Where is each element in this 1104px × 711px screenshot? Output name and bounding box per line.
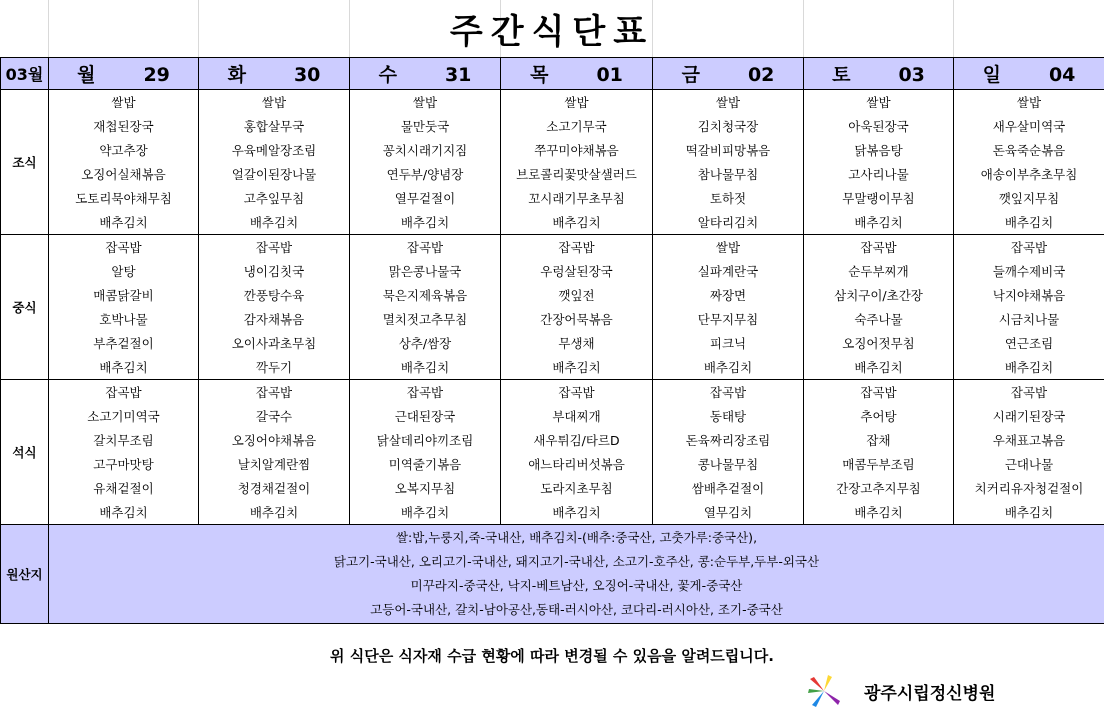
day-header-6: [954, 58, 1104, 90]
logo-ray: [810, 677, 824, 691]
menu-row: [1, 500, 1104, 525]
menu-item: 배추김치: [653, 355, 804, 380]
menu-item: 우렁살된장국: [501, 259, 653, 283]
menu-item: 간장어묵볶음: [501, 307, 653, 331]
menu-item: 배추김치: [350, 210, 501, 235]
menu-item: 잡곡밥: [350, 380, 501, 405]
day-header-3: [501, 58, 653, 90]
menu-item: 쌀밥: [49, 90, 199, 115]
menu-row: [1, 476, 1104, 500]
menu-item: 소고기무국: [501, 114, 653, 138]
origin-line: 고등어-국내산, 갈치-남아공산,동태-러시아산, 코다리-러시아산, 조기-중국산: [370, 602, 783, 617]
menu-item: 미역줄기볶음: [350, 452, 501, 476]
menu-table: [0, 57, 1104, 624]
meal-label: 조식: [1, 90, 49, 235]
day-header-2: [350, 58, 501, 90]
menu-item: 맑은콩나물국: [350, 259, 501, 283]
day-date: 01: [596, 64, 623, 86]
menu-item: 배추김치: [804, 500, 954, 525]
menu-item: 열무겉절이: [350, 186, 501, 210]
menu-item: 들깨수제비국: [954, 259, 1104, 283]
menu-item: 배추김치: [501, 355, 653, 380]
menu-item: 쌀밥: [501, 90, 653, 115]
menu-item: 깻잎전: [501, 283, 653, 307]
menu-item: 깍두기: [199, 355, 350, 380]
menu-item: 단무지무침: [653, 307, 804, 331]
menu-item: 물만둣국: [350, 114, 501, 138]
menu-item: 재첩된장국: [49, 114, 199, 138]
menu-item: 꽁치시래기지짐: [350, 138, 501, 162]
day-name: 금: [681, 64, 700, 86]
day-header-1: [199, 58, 350, 90]
menu-item: 청경채겉절이: [199, 476, 350, 500]
day-name: 토: [832, 64, 851, 86]
day-header-5: [804, 58, 954, 90]
menu-item: 닭살데리야끼조림: [350, 428, 501, 452]
menu-item: 배추김치: [199, 210, 350, 235]
menu-item: 치커리유자청겉절이: [954, 476, 1104, 500]
menu-item: 피크닉: [653, 331, 804, 355]
menu-row: [1, 452, 1104, 476]
menu-row: [1, 331, 1104, 355]
menu-item: 쌀밥: [199, 90, 350, 115]
menu-item: 잡곡밥: [49, 235, 199, 260]
origin-row: [1, 525, 1104, 624]
day-name: 화: [227, 64, 246, 86]
menu-item: 배추김치: [954, 210, 1104, 235]
menu-row: [1, 283, 1104, 307]
menu-item: 배추김치: [49, 355, 199, 380]
menu-item: 잡곡밥: [350, 235, 501, 260]
menu-item: 배추김치: [49, 500, 199, 525]
logo-ray: [824, 675, 832, 691]
menu-item: 돈육죽순볶음: [954, 138, 1104, 162]
menu-item: 오징어젓무침: [804, 331, 954, 355]
menu-item: 쌀밥: [653, 90, 804, 115]
menu-item: 깐풍탕수육: [199, 283, 350, 307]
menu-item: 고사리나물: [804, 162, 954, 186]
menu-item: 감자채볶음: [199, 307, 350, 331]
menu-item: 참나물무침: [653, 162, 804, 186]
menu-item: 배추김치: [350, 355, 501, 380]
day-name: 월: [77, 64, 96, 86]
menu-item: 약고추장: [49, 138, 199, 162]
menu-item: 새우살미역국: [954, 114, 1104, 138]
menu-item: 동태탕: [653, 404, 804, 428]
menu-item: 우육메알장조림: [199, 138, 350, 162]
menu-item: 순두부찌개: [804, 259, 954, 283]
menu-item: 근대나물: [954, 452, 1104, 476]
header-row: [1, 58, 1104, 90]
menu-item: 실파계란국: [653, 259, 804, 283]
day-date: 02: [747, 64, 775, 86]
meal-label: 중식: [1, 235, 49, 380]
menu-item: 깻잎지무침: [954, 186, 1104, 210]
menu-item: 돈육짜리장조림: [653, 428, 804, 452]
menu-item: 우채표고볶음: [954, 428, 1104, 452]
menu-item: 잡곡밥: [501, 380, 653, 405]
day-date: 30: [293, 64, 321, 86]
menu-item: 잡곡밥: [804, 380, 954, 405]
day-name: 일: [982, 64, 1001, 86]
menu-item: 브로콜리꽃맛살샐러드: [501, 162, 653, 186]
menu-item: 새우튀김/타르D: [501, 428, 653, 452]
menu-item: 갈치무조림: [49, 428, 199, 452]
menu-item: 오징어야채볶음: [199, 428, 350, 452]
day-date: 29: [143, 64, 170, 86]
menu-item: 김치청국장: [653, 114, 804, 138]
menu-item: 시금치나물: [954, 307, 1104, 331]
menu-item: 무생채: [501, 331, 653, 355]
menu-row: [1, 235, 1104, 260]
menu-row: [1, 186, 1104, 210]
menu-item: 배추김치: [501, 500, 653, 525]
hospital-name: 광주시립정신병원: [864, 683, 996, 704]
menu-item: 짜장면: [653, 283, 804, 307]
logo-ray: [808, 689, 824, 693]
menu-item: 토하젓: [653, 186, 804, 210]
menu-item: 냉이김칫국: [199, 259, 350, 283]
menu-item: 알탕: [49, 259, 199, 283]
menu-row: [1, 380, 1104, 405]
menu-item: 잡곡밥: [199, 380, 350, 405]
day-header-0: [49, 58, 199, 90]
menu-row: [1, 210, 1104, 235]
menu-item: 부추겉절이: [49, 331, 199, 355]
day-date: 03: [898, 64, 925, 86]
menu-item: 잡곡밥: [501, 235, 653, 260]
menu-item: 묵은지제육볶음: [350, 283, 501, 307]
menu-item: 열무김치: [653, 500, 804, 525]
menu-item: 잡곡밥: [653, 380, 804, 405]
menu-row: [1, 162, 1104, 186]
menu-item: 잡채: [804, 428, 954, 452]
menu-item: 배추김치: [501, 210, 653, 235]
menu-item: 소고기미역국: [49, 404, 199, 428]
menu-item: 매콤두부조림: [804, 452, 954, 476]
menu-item: 배추김치: [954, 500, 1104, 525]
menu-item: 배추김치: [954, 355, 1104, 380]
menu-item: 고구마맛탕: [49, 452, 199, 476]
menu-row: [1, 307, 1104, 331]
menu-item: 오이사과초무침: [199, 331, 350, 355]
menu-item: 유채겉절이: [49, 476, 199, 500]
menu-item: 쌀밥: [804, 90, 954, 115]
menu-item: 낙지야채볶음: [954, 283, 1104, 307]
menu-item: 배추김치: [804, 355, 954, 380]
menu-item: 애송이부추초무침: [954, 162, 1104, 186]
menu-item: 숙주나물: [804, 307, 954, 331]
logo-ray: [824, 691, 840, 705]
origin-info: [49, 525, 1104, 624]
menu-item: 배추김치: [350, 500, 501, 525]
menu-item: 삼치구이/초간장: [804, 283, 954, 307]
menu-item: 연근조림: [954, 331, 1104, 355]
menu-item: 콩나물무침: [653, 452, 804, 476]
logo-ray: [812, 691, 824, 707]
menu-item: 갈국수: [199, 404, 350, 428]
menu-item: 쌀밥: [954, 90, 1104, 115]
origin-line: 쌀:밥,누룽지,죽-국내산, 배추김치-(배추:중국산, 고춧가루:중국산),: [395, 530, 758, 545]
menu-item: 잡곡밥: [954, 380, 1104, 405]
menu-item: 잡곡밥: [199, 235, 350, 260]
menu-item: 배추김치: [49, 210, 199, 235]
menu-item: 호박나물: [49, 307, 199, 331]
menu-item: 얼갈이된장나물: [199, 162, 350, 186]
menu-row: [1, 404, 1104, 428]
day-date: 04: [1048, 64, 1076, 86]
hospital-logo-icon: [806, 673, 842, 709]
menu-item: 쌀밥: [350, 90, 501, 115]
menu-row: [1, 114, 1104, 138]
menu-item: 상추/쌈장: [350, 331, 501, 355]
menu-item: 날치알계란찜: [199, 452, 350, 476]
menu-item: 도토리묵야채무침: [49, 186, 199, 210]
menu-item: 연두부/양념장: [350, 162, 501, 186]
menu-item: 알타리김치: [653, 210, 804, 235]
menu-item: 고추잎무침: [199, 186, 350, 210]
menu-item: 잡곡밥: [804, 235, 954, 260]
page-title: 주간식단표: [449, 12, 655, 52]
menu-item: 도라지초무침: [501, 476, 653, 500]
menu-item: 추어탕: [804, 404, 954, 428]
menu-item: 시래기된장국: [954, 404, 1104, 428]
menu-item: 쌀밥: [653, 235, 804, 260]
menu-body: [1, 58, 1104, 624]
menu-item: 잡곡밥: [49, 380, 199, 405]
day-name: 수: [378, 64, 397, 86]
menu-item: 아욱된장국: [804, 114, 954, 138]
menu-row: [1, 90, 1104, 115]
menu-item: 배추김치: [199, 500, 350, 525]
menu-item: 쭈꾸미야채볶음: [501, 138, 653, 162]
menu-item: 닭볶음탕: [804, 138, 954, 162]
menu-row: [1, 138, 1104, 162]
menu-item: 간장고추지무침: [804, 476, 954, 500]
menu-row: [1, 259, 1104, 283]
menu-item: 꼬시래기무초무침: [501, 186, 653, 210]
menu-row: [1, 355, 1104, 380]
origin-line: 닭고기-국내산, 오리고기-국내산, 돼지고기-국내산, 소고기-호주산, 콩:순두부,두부-외국산: [333, 554, 820, 569]
meal-label: 석식: [1, 380, 49, 525]
notice-text: 위 식단은 식자재 수급 현황에 따라 변경될 수 있음을 알려드립니다.: [330, 647, 774, 665]
menu-item: 오징어실채볶음: [49, 162, 199, 186]
menu-item: 홍합살무국: [199, 114, 350, 138]
menu-item: 떡갈비피망볶음: [653, 138, 804, 162]
hospital-brand: [806, 672, 1066, 710]
menu-item: 오복지무침: [350, 476, 501, 500]
menu-item: 쌈배추겉절이: [653, 476, 804, 500]
day-date: 31: [444, 64, 472, 86]
menu-item: 근대된장국: [350, 404, 501, 428]
menu-item: 무말랭이무침: [804, 186, 954, 210]
day-header-4: [653, 58, 804, 90]
menu-item: 애느타리버섯볶음: [501, 452, 653, 476]
menu-item: 멸치젓고추무침: [350, 307, 501, 331]
origin-label: 원산지: [1, 525, 49, 624]
menu-item: 매콤닭갈비: [49, 283, 199, 307]
origin-line: 미꾸라지-중국산, 낙지-베트남산, 오징어-국내산, 꽃게-중국산: [410, 578, 743, 593]
month-label: 03월: [1, 58, 49, 90]
menu-row: [1, 428, 1104, 452]
menu-item: 배추김치: [804, 210, 954, 235]
menu-item: 잡곡밥: [954, 235, 1104, 260]
day-name: 목: [530, 64, 549, 86]
menu-item: 부대찌개: [501, 404, 653, 428]
